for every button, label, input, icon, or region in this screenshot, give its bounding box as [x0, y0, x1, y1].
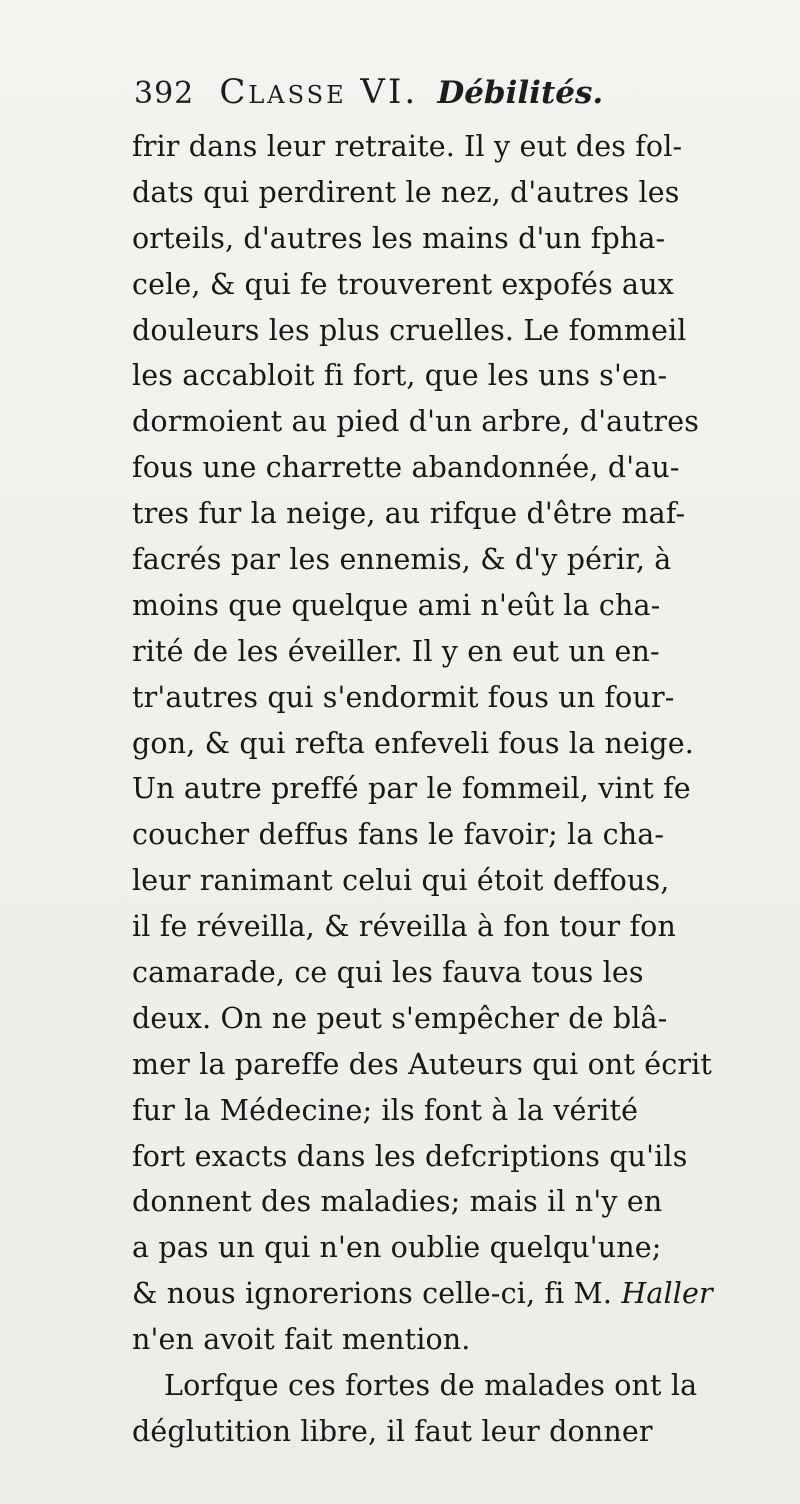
text-line: gon, & qui refta enfeveli fous la neige. — [132, 726, 694, 760]
running-head: Classe VI. — [219, 72, 419, 112]
text-line: tres fur la neige, au rifque d'être maf- — [132, 497, 686, 531]
text-line: dats qui perdirent le nez, d'autres les — [132, 175, 680, 209]
body-text — [132, 124, 778, 1455]
text-line: camarade, ce qui les fauva tous les — [132, 956, 644, 990]
text-line: les accabloit fi fort, que les uns s'en- — [132, 359, 668, 393]
text-line: leur ranimant celui qui étoit deffous, — [132, 864, 670, 898]
text-line: Lorfque ces fortes de malades ont la — [164, 1369, 698, 1403]
text-line: orteils, d'autres les mains d'un fpha- — [132, 221, 666, 255]
text-line: coucher deffus fans le favoir; la cha- — [132, 818, 665, 852]
text-line: facrés par les ennemis, & d'y périr, à — [132, 543, 672, 577]
author-name: Haller — [621, 1277, 713, 1311]
text-line: mer la pareffe des Auteurs qui ont écrit — [132, 1047, 713, 1081]
text-line: moins que quelque ami n'eût la cha- — [132, 588, 661, 622]
text-line: déglutition libre, il faut leur donner — [132, 1414, 653, 1448]
text-line: il fe réveilla, & réveilla à fon tour fon — [132, 910, 676, 944]
text-line: tr'autres qui s'endormit fous un four- — [132, 680, 675, 714]
page-number: 392 — [134, 76, 195, 111]
text-line: n'en avoit fait mention. — [132, 1323, 471, 1357]
text-line-start: & nous ignorerions celle-ci, fi M. — [132, 1277, 622, 1311]
text-line: fort exacts dans les defcriptions qu'ils — [132, 1139, 688, 1173]
text-line: donnent des maladies; mais il n'y en — [132, 1185, 663, 1219]
text-line-with-name — [132, 1271, 778, 1317]
running-subtitle: Débilités. — [437, 75, 604, 111]
text-line: a pas un qui n'en oublie quelqu'une; — [132, 1231, 662, 1265]
text-line: douleurs les plus cruelles. Le fommeil — [132, 313, 687, 347]
text-line: cele, & qui fe trouverent expofés aux — [132, 267, 674, 301]
text-line: fous une charrette abandonnée, d'au- — [132, 451, 680, 485]
text-line: dormoient au pied d'un arbre, d'autres — [132, 405, 700, 439]
text-line: deux. On ne peut s'empêcher de blâ- — [132, 1001, 668, 1035]
text-line: frir dans leur retraite. Il y eut des fol- — [132, 130, 683, 163]
text-line: Un autre preffé par le fommeil, vint fe — [132, 772, 691, 806]
text-line: fur la Médecine; ils font à la vérité — [132, 1093, 639, 1127]
page-header — [134, 72, 774, 128]
text-line: rité de les éveiller. Il y en eut un en- — [132, 634, 660, 668]
